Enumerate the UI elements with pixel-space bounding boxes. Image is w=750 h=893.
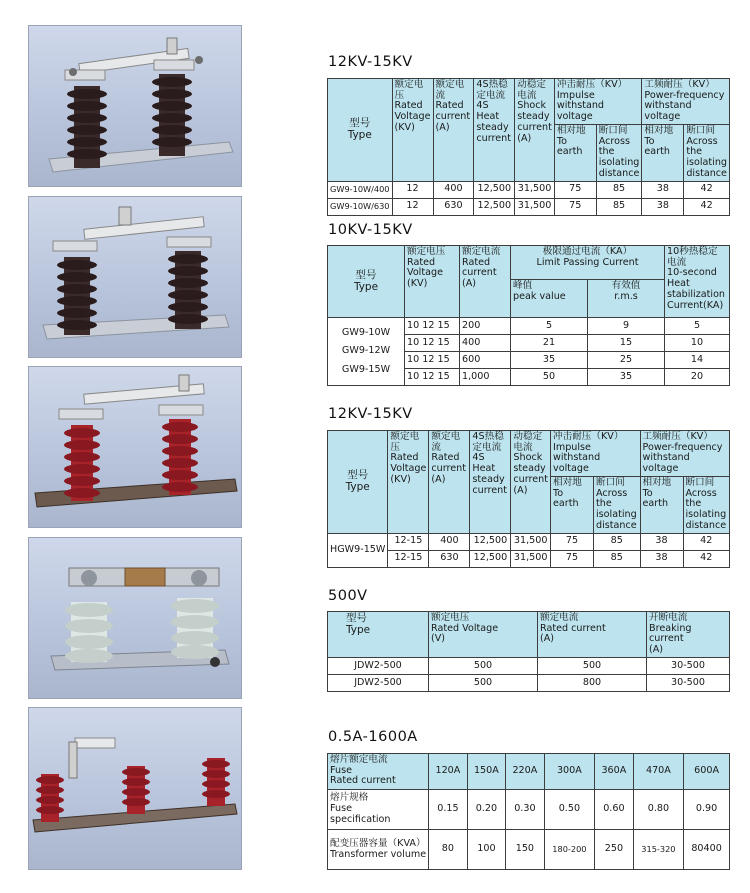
table-cell: specification [330, 813, 391, 825]
table-cell: (KV) [394, 121, 415, 133]
table-cell: 600 [460, 352, 511, 369]
table-cell: 38 [640, 550, 683, 567]
col-type-header [328, 246, 405, 318]
table-cell: 85 [596, 198, 642, 215]
table-cell: 峰值 [513, 280, 533, 291]
table-cell: 额定电流 [540, 612, 579, 623]
table-cell: 500 [429, 658, 538, 675]
table-cell: 360A [595, 754, 633, 790]
table-cell: JDW2-500 [328, 658, 429, 675]
table-cell: Rated [435, 100, 464, 112]
table-cell: 冲击耐压（KV） [553, 431, 624, 442]
table-cell: 4S Heat [472, 452, 496, 475]
table-cell: 75 [554, 181, 596, 198]
table-cell: 额定电压 [407, 246, 446, 257]
table-cell: 熔片规格 [330, 792, 369, 804]
table-cell: To earth [644, 135, 670, 158]
table-cell: Transformer volume [330, 848, 427, 860]
table-cell: current [517, 121, 552, 133]
table-cell: Rated [390, 452, 419, 464]
col-10s-heat-header [665, 246, 730, 318]
table-cell: Rated [407, 256, 436, 268]
table-cell: Type [346, 623, 371, 636]
table-cell: 38 [640, 533, 683, 550]
table-cell: 400 [433, 181, 474, 198]
table-cell: Breaking current [649, 622, 692, 645]
table-cell: 额定电流 [431, 431, 461, 453]
table-cell: Current(KA) [667, 299, 724, 311]
table-cell: 150 [506, 830, 544, 870]
col-impulse-header [551, 431, 640, 477]
table-cell: (A) [431, 473, 446, 485]
table-cell: (KV) [390, 473, 411, 485]
table-cell: 200 [460, 318, 511, 335]
col-shock-header [511, 431, 551, 534]
col-limit-passing-header [511, 246, 665, 280]
type-list [328, 318, 405, 386]
table-cell: Across the [686, 135, 718, 158]
table-cell: 额定电压 [431, 612, 470, 623]
table-cell: 10-second Heat [667, 267, 717, 290]
table-cell: 型号 [349, 117, 371, 130]
col-voltage-header [405, 246, 460, 318]
table-cell: 12 [392, 181, 433, 198]
table-cell: 4S热稳 [476, 79, 508, 90]
col-rms-header [588, 280, 665, 318]
table-cell: 80 [429, 830, 467, 870]
col-pf-iso-header [684, 124, 730, 181]
table-cell: 10 12 15 [405, 318, 460, 335]
table-cell: withstand voltage [644, 100, 692, 123]
table-cell: 75 [551, 533, 594, 550]
table-cell: JDW2-500 [328, 675, 429, 692]
table-cell: distance [598, 167, 640, 179]
table-cell: 0.30 [506, 790, 544, 830]
col-type-header [328, 79, 393, 182]
table-cell: 800 [538, 675, 647, 692]
table-cell: 10 [665, 335, 730, 352]
table-cell: 12,500 [470, 533, 511, 550]
table-cell: 0.50 [544, 790, 595, 830]
table-row-fuse-spec [328, 790, 730, 830]
table-cell: 断口间 [598, 124, 628, 136]
product-photo-gw9-brown-2 [28, 196, 242, 358]
table-cell: 10秒热稳定电流 [667, 246, 718, 268]
table-cell: (A) [513, 484, 528, 496]
table-cell: 熔片额定电流 [330, 754, 388, 765]
table-cell: 315-320 [633, 830, 684, 870]
table-cell: distance [685, 519, 727, 531]
table-cell: 相对地 [556, 124, 586, 136]
table-cell: current [435, 111, 471, 123]
table-cell: 30-500 [647, 675, 730, 692]
table-cell: 型号 [355, 268, 377, 281]
table-cell: current [462, 267, 497, 279]
product-photo-fuse-red [28, 707, 242, 870]
table-cell: 42 [684, 198, 730, 215]
row-label [328, 754, 429, 790]
col-imp-earth-header [551, 476, 594, 533]
row-label [328, 830, 429, 870]
table-row-fuse-rated-current [328, 754, 730, 790]
table-cell: 12-15 [388, 550, 429, 567]
table-cell: 20 [665, 369, 730, 386]
table-cell: 12-15 [388, 533, 429, 550]
table-cell: Impulse withstand [553, 441, 601, 464]
col-breaking-header [647, 612, 730, 658]
table-cell: steady [472, 473, 505, 485]
table-cell: 动稳定 [517, 79, 547, 90]
table-cell: voltage [556, 111, 593, 123]
spec-table-gw9-12kv [327, 78, 730, 216]
table-row [328, 675, 730, 692]
table-cell: 动稳定 [513, 431, 543, 442]
table-cell: distance [686, 167, 727, 179]
spec-table-gw9-10kv [327, 245, 730, 386]
table-cell: 120A [429, 754, 467, 790]
table-cell: Across the [596, 487, 628, 510]
table-cell: 85 [594, 550, 640, 567]
table-cell: 12,500 [470, 550, 511, 567]
table-cell: To earth [556, 135, 583, 158]
spec-table-fuse [327, 753, 730, 870]
col-impulse-header [554, 79, 642, 125]
table-cell: Voltage [394, 111, 431, 123]
table-cell: To earth [642, 487, 669, 510]
col-current-header [429, 431, 470, 534]
table-cell: r.m.s [614, 290, 638, 302]
col-peak-header [511, 280, 588, 318]
table-cell: 相对地 [644, 124, 674, 136]
table-cell: 极限通过电流（KA） [542, 246, 633, 257]
table-cell: distance [596, 519, 637, 531]
table-cell: current [472, 484, 508, 496]
table-cell: current [476, 132, 511, 144]
table-cell: 12,500 [474, 198, 515, 215]
table-cell: peak value [513, 290, 566, 302]
table-cell: Rated current [540, 622, 606, 634]
table-cell: 10 12 15 [405, 352, 460, 369]
table-cell: 5 [665, 318, 730, 335]
table-cell: 470A [633, 754, 684, 790]
table-cell: 4S Heat [476, 100, 500, 123]
table-cell: withstand voltage [642, 452, 690, 475]
section-title-fuse: 0.5A-1600A [328, 729, 418, 745]
col-4s-heat-header [474, 79, 515, 182]
table-cell: Rated [431, 452, 460, 464]
table-cell: 有效值 [611, 280, 641, 291]
table-cell: GW9-10W/630 [328, 198, 393, 215]
table-cell: Voltage [390, 463, 427, 475]
disconnect-switch-illustration [29, 26, 241, 186]
table-cell: 0.60 [595, 790, 633, 830]
section-title-12kv-15kv: 12KV-15KV [328, 54, 413, 70]
col-current-header [538, 612, 647, 658]
table-cell: 500 [538, 658, 647, 675]
table-cell: 型号 [346, 612, 367, 624]
table-row [328, 198, 730, 215]
table-cell: Fuse [330, 803, 352, 815]
table-cell: Power-frequency [642, 441, 723, 453]
table-cell: isolating [685, 509, 727, 521]
table-cell: 10 12 15 [405, 335, 460, 352]
table-cell: 1,000 [460, 369, 511, 386]
table-cell: 30-500 [647, 658, 730, 675]
table-cell: stabilization [667, 288, 726, 300]
col-voltage-header [388, 431, 429, 534]
table-cell: 25 [588, 352, 665, 369]
table-row [328, 533, 730, 550]
table-cell: GW9-10W/400 [328, 181, 393, 198]
section-title-10kv-15kv: 10KV-15KV [328, 222, 413, 238]
table-cell: 9 [588, 318, 665, 335]
table-cell: 38 [642, 181, 684, 198]
table-cell: (A) [649, 644, 664, 656]
table-cell: 型号 [347, 469, 369, 482]
table-cell: Voltage [407, 267, 443, 279]
col-type-header [328, 612, 429, 658]
col-4s-heat-header [470, 431, 511, 534]
spec-table-jdw2 [327, 611, 730, 692]
table-cell: 断口间 [596, 476, 625, 488]
table-cell: voltage [553, 463, 589, 475]
table-cell: 0.20 [467, 790, 505, 830]
table-cell: 断口间 [686, 124, 716, 136]
table-cell: 15 [588, 335, 665, 352]
table-cell: 21 [511, 335, 588, 352]
col-power-frequency-header [642, 79, 730, 125]
table-cell: 85 [594, 533, 640, 550]
table-cell: 电流 [513, 441, 533, 453]
table-cell: 12,500 [474, 181, 515, 198]
table-cell: 相对地 [553, 476, 582, 488]
table-row-transformer-volume [328, 830, 730, 870]
disconnect-switch-illustration [29, 197, 241, 357]
product-photo-hgw9-red [28, 366, 242, 528]
table-cell: GW9-15W [341, 363, 391, 375]
table-cell: Limit Passing Current [536, 256, 639, 268]
table-cell: 35 [511, 352, 588, 369]
product-photo-jdw2-white [28, 537, 242, 699]
table-cell: (A) [540, 633, 555, 645]
table-cell: Type [345, 480, 370, 493]
table-cell: 定电流 [472, 441, 502, 453]
table-cell: isolating [686, 157, 727, 169]
table-cell: Shock [517, 100, 547, 112]
table-cell: steady [517, 111, 550, 123]
col-shock-header [515, 79, 555, 182]
table-cell: 42 [684, 181, 730, 198]
table-cell: 300A [544, 754, 595, 790]
table-cell: 220A [506, 754, 544, 790]
table-cell: 相对地 [642, 476, 672, 488]
table-cell: Rated Voltage [431, 622, 499, 634]
table-cell: 工频耐压（KV） [644, 79, 715, 90]
table-cell: GW9-10W [341, 327, 391, 339]
table-cell: isolating [596, 509, 637, 521]
col-type-header [328, 431, 388, 534]
table-cell: 额定电流 [462, 246, 501, 257]
table-cell: 150A [467, 754, 505, 790]
table-cell: 600A [684, 754, 730, 790]
table-row [328, 550, 730, 567]
table-cell: 5 [511, 318, 588, 335]
table-cell: 断口间 [685, 476, 715, 488]
table-cell: 85 [596, 181, 642, 198]
table-cell: current [431, 463, 467, 475]
col-imp-iso-header [594, 476, 640, 533]
table-cell: To earth [553, 487, 579, 510]
col-voltage-header [429, 612, 538, 658]
table-cell: 630 [429, 550, 470, 567]
table-cell: 10 12 15 [405, 369, 460, 386]
col-voltage-header [392, 79, 433, 182]
table-cell: GW9-12W [341, 345, 391, 357]
table-cell: 开断电流 [649, 612, 688, 623]
table-cell: 31,500 [515, 198, 555, 215]
table-cell: 50 [511, 369, 588, 386]
table-cell: 0.80 [633, 790, 684, 830]
table-cell: 35 [588, 369, 665, 386]
table-cell: 电流 [517, 89, 537, 101]
row-label [328, 790, 429, 830]
table-cell: 400 [460, 335, 511, 352]
table-cell: 工频耐压（KV） [642, 431, 713, 442]
table-cell: 42 [683, 550, 730, 567]
table-cell: isolating [598, 157, 640, 169]
table-cell: 400 [429, 533, 470, 550]
table-cell: 31,500 [511, 550, 551, 567]
table-cell: 4S热稳 [472, 431, 504, 442]
table-cell: 配变压器容量（KVA） [330, 837, 426, 849]
table-cell: 14 [665, 352, 730, 369]
col-pf-earth-header [640, 476, 683, 533]
table-cell: 31,500 [511, 533, 551, 550]
table-cell: (V) [431, 633, 446, 645]
table-cell: 38 [642, 198, 684, 215]
type-cell: HGW9-15W [328, 533, 388, 567]
table-cell: 100 [467, 830, 505, 870]
col-pf-earth-header [642, 124, 684, 181]
table-cell: (A) [517, 132, 532, 144]
table-cell: Shock [513, 452, 543, 464]
table-cell: steady [513, 463, 546, 475]
product-photo-gw9-brown [28, 25, 242, 187]
table-cell: 定电流 [476, 89, 506, 101]
col-imp-earth-header [554, 124, 596, 181]
col-pf-iso-header [683, 476, 730, 533]
table-cell: 冲击耐压（KV） [556, 79, 628, 90]
table-cell: Power-frequency [644, 89, 725, 101]
table-cell: 31,500 [515, 181, 555, 198]
section-title-500v: 500V [328, 588, 368, 604]
table-cell: 80400 [684, 830, 730, 870]
table-cell: 0.15 [429, 790, 467, 830]
disconnect-switch-illustration [29, 367, 241, 527]
table-cell: (KV) [407, 278, 428, 290]
table-row [328, 658, 730, 675]
table-cell: 75 [551, 550, 594, 567]
fuse-switch-illustration [29, 708, 241, 869]
table-cell: Rated [462, 256, 491, 268]
table-cell: Rated current [330, 775, 396, 787]
table-cell: Type [353, 280, 379, 293]
col-power-frequency-header [640, 431, 730, 477]
table-cell: Fuse [330, 764, 352, 776]
spec-table-hgw9 [327, 430, 730, 568]
table-cell: 额定电流 [435, 79, 465, 101]
col-imp-iso-header [596, 124, 642, 181]
table-cell: (A) [435, 121, 450, 133]
table-row [328, 318, 730, 335]
table-cell: Across the [685, 487, 717, 510]
table-cell: 180-200 [544, 830, 595, 870]
table-cell: Type [347, 128, 372, 141]
table-cell: 630 [433, 198, 474, 215]
disconnect-switch-illustration [29, 538, 241, 698]
table-cell: (A) [462, 278, 477, 290]
col-current-header [433, 79, 474, 182]
table-cell: 12 [392, 198, 433, 215]
table-cell: current [513, 473, 549, 485]
table-cell: 额定电压 [394, 79, 424, 101]
table-cell: 75 [554, 198, 596, 215]
table-cell: 0.90 [684, 790, 730, 830]
section-title-12kv-15kv-hgw9: 12KV-15KV [328, 406, 413, 422]
table-cell: 250 [595, 830, 633, 870]
table-cell: steady [476, 121, 509, 133]
table-cell: 42 [683, 533, 730, 550]
table-cell: 500 [429, 675, 538, 692]
table-cell: Rated [394, 100, 423, 112]
col-current-header [460, 246, 511, 318]
table-cell: Across the [598, 135, 630, 158]
table-cell: Impulse withstand [556, 89, 605, 112]
table-row [328, 181, 730, 198]
table-cell: 额定电压 [390, 431, 420, 453]
